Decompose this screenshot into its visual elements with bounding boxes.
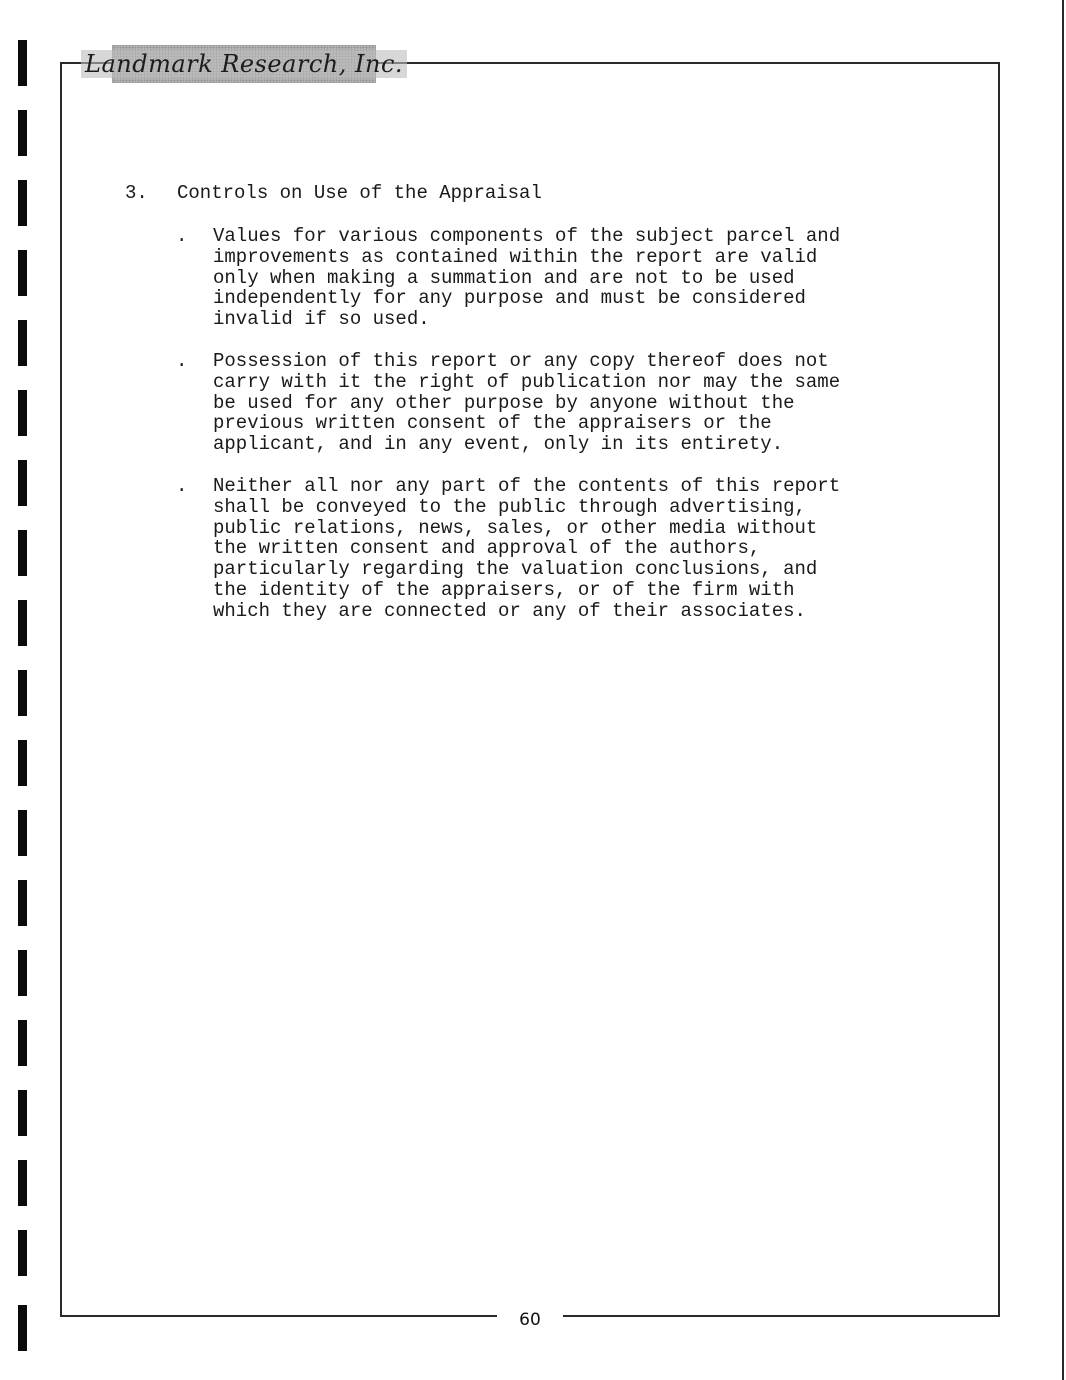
binding-hole: [18, 740, 27, 786]
binding-hole: [18, 250, 27, 296]
binding-hole: [18, 880, 27, 926]
binding-hole: [18, 180, 27, 226]
binding-hole: [18, 110, 27, 156]
binding-hole: [18, 1305, 27, 1351]
bullet-text: Possession of this report or any copy thereof does not carry with it the right of publication nor may the same be used for any other purpose by anyone without the previous written consent of the appraisers or the applicant, and in any event, only in its entirety.: [213, 349, 841, 456]
section-title: Controls on Use of the Appraisal: [177, 182, 542, 204]
binding-hole: [18, 390, 27, 436]
bullet-list: [176, 226, 916, 643]
binding-hole: [18, 950, 27, 996]
logo-text: Landmark Research, Inc.: [81, 50, 407, 78]
binding-hole: [18, 460, 27, 506]
binding-hole: [18, 1020, 27, 1066]
bullet-text: Neither all nor any part of the contents of this report shall be conveyed to the public through advertising, public relations, news, sales, or other media without the written consent and approval of the authors, particularly regarding the valuation conclusions, and the identity of the appraisers, or of the firm with which they are connected or any of their associates.: [213, 474, 841, 622]
binding-hole: [18, 1090, 27, 1136]
binding-hole: [18, 810, 27, 856]
bullet-mark: .: [176, 225, 188, 247]
page-number: 60: [519, 1310, 541, 1330]
binding-hole: [18, 1160, 27, 1206]
bullet-text: Values for various components of the subject parcel and improvements as contained within the report are valid only when making a summation and are not to be used independently for any purpose and must be considered invalid if so used.: [213, 225, 841, 331]
section-heading: [125, 182, 542, 204]
binding-hole: [18, 40, 27, 86]
bullet-item: [176, 351, 916, 455]
bullet-mark: .: [176, 349, 188, 372]
binding-hole: [18, 670, 27, 716]
binding-hole: [18, 600, 27, 646]
binding-hole: [18, 1230, 27, 1276]
binding-holes: [18, 0, 30, 1380]
page-number-box: [497, 1307, 563, 1333]
bullet-mark: .: [176, 474, 188, 497]
binding-hole: [18, 320, 27, 366]
binding-hole: [18, 530, 27, 576]
company-logo: [85, 45, 404, 83]
section-number: 3.: [125, 182, 148, 204]
bullet-item: [176, 476, 916, 622]
page-edge: [1062, 0, 1064, 1380]
bullet-item: [176, 226, 916, 330]
